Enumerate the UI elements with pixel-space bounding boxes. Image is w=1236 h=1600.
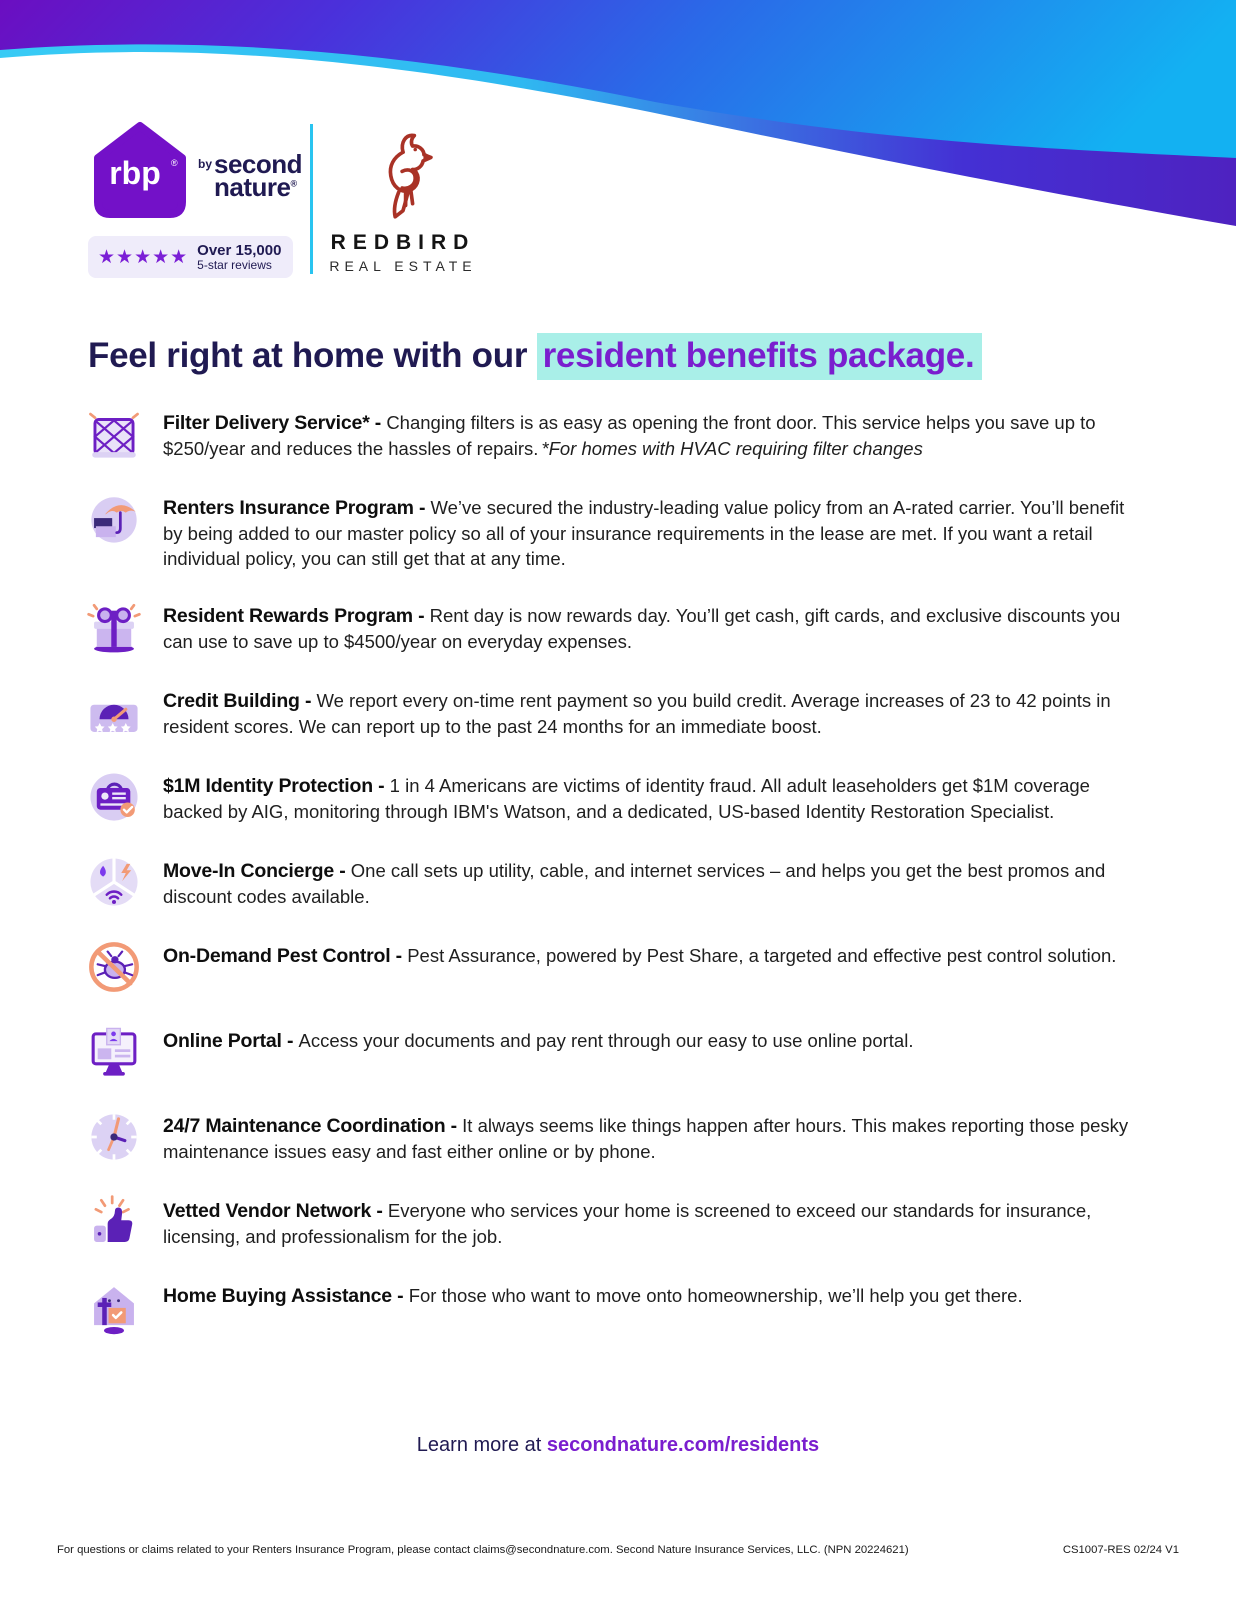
benefit-row-vendor-network	[85, 1198, 1157, 1251]
air-filter-icon	[85, 405, 143, 463]
benefit-title: Filter Delivery Service* -	[163, 412, 387, 434]
benefit-row-credit-building	[85, 688, 1157, 741]
headline-highlight: resident benefits package.	[537, 333, 983, 380]
benefit-row-resident-rewards	[85, 603, 1157, 656]
benefit-desc: Pest Assurance, powered by Pest Share, a targeted and effective pest control solution.	[407, 945, 1117, 966]
benefit-note: *For homes with HVAC requiring filter changes	[541, 438, 923, 459]
cardinal-bird-icon	[357, 126, 449, 222]
benefit-desc: It always seems like things happen after hours. This makes reporting those pesky maintenance issues easy and fast either online or by phone.	[163, 1115, 1129, 1162]
rbp-logo-icon	[88, 118, 192, 226]
benefit-title: Resident Rewards Program -	[163, 605, 430, 627]
benefit-title: Online Portal -	[163, 1030, 299, 1052]
benefits-list	[85, 410, 1157, 1336]
gift-box-icon	[85, 598, 143, 656]
brand-line2: nature	[214, 172, 291, 202]
no-pest-icon	[85, 938, 143, 996]
benefit-row-maintenance	[85, 1113, 1157, 1166]
benefit-desc: Access your documents and pay rent through our easy to use online portal.	[298, 1030, 914, 1051]
benefit-row-online-portal	[85, 1028, 1157, 1081]
benefit-row-filter-delivery	[85, 410, 1157, 463]
insurance-disclaimer: For questions or claims related to your Renters Insurance Program, please contact claims@secondnature.com. Second Nature Insurance Services, LLC. (NPN 20224621)	[57, 1544, 909, 1556]
credit-gauge-icon	[85, 683, 143, 741]
rbp-logo-block	[88, 118, 310, 278]
benefit-title: Vetted Vendor Network -	[163, 1200, 388, 1222]
vertical-divider	[310, 124, 313, 274]
reviews-count: Over 15,000	[197, 242, 282, 259]
benefit-row-move-in-concierge	[85, 858, 1157, 911]
learn-more-prefix: Learn more at	[416, 1434, 547, 1456]
benefit-desc: Everyone who services your home is screened to exceed our standards for insurance, licensing, and professionalism for the job.	[163, 1200, 1092, 1247]
umbrella-insurance-icon	[85, 490, 143, 548]
id-card-check-icon	[85, 768, 143, 826]
benefit-row-pest-control	[85, 943, 1157, 996]
reviews-label: 5-star reviews	[197, 257, 272, 272]
page-title	[88, 336, 982, 376]
document-code: CS1007-RES 02/24 V1	[1062, 1544, 1179, 1556]
redbird-logo-block	[328, 126, 478, 274]
fine-print-row	[57, 1544, 1179, 1556]
partner-subtitle: REAL ESTATE	[329, 258, 477, 274]
benefit-title: Move-In Concierge -	[163, 860, 351, 882]
partner-name: REDBIRD	[330, 231, 476, 254]
house-check-icon	[85, 1278, 143, 1336]
benefit-row-home-buying	[85, 1283, 1157, 1336]
benefit-desc: 1 in 4 Americans are victims of identity fraud. All adult leaseholders get $1M coverage backed by AIG, monitoring through IBM's Watson, and a dedicated, US-based Identity Restoration Specialist.	[163, 775, 1090, 822]
learn-more-link[interactable]: secondnature.com/residents	[546, 1434, 820, 1456]
benefit-desc: For those who want to move onto homeownership, we’ll help you get there.	[408, 1285, 1023, 1306]
registered-mark: ®	[290, 178, 297, 189]
brand-line1: second	[214, 149, 303, 180]
svg-text:rbp: rbp	[109, 155, 161, 191]
monitor-portal-icon	[85, 1023, 143, 1081]
benefit-title: On-Demand Pest Control -	[163, 945, 408, 967]
svg-text:®: ®	[171, 158, 178, 168]
benefit-title: Credit Building -	[163, 690, 317, 712]
benefit-row-renters-insurance	[85, 495, 1157, 571]
benefit-title: 24/7 Maintenance Coordination -	[163, 1115, 463, 1137]
logo-row	[88, 118, 310, 278]
by-word: by	[198, 157, 213, 172]
benefit-desc: One call sets up utility, cable, and internet services – and helps you get the best promos and discount codes available.	[163, 860, 1106, 907]
five-stars-icon: ★★★★★	[98, 246, 189, 268]
clock-24-7-icon	[85, 1108, 143, 1166]
benefit-desc: We report every on-time rent payment so you build credit. Average increases of 23 to 42 points in resident scores. We can report up to the past 24 months for an immediate boost.	[163, 690, 1111, 737]
benefit-title: Renters Insurance Program -	[163, 497, 431, 519]
reviews-badge	[88, 236, 293, 278]
benefit-desc: We’ve secured the industry-leading value policy from an A-rated carrier. You’ll benefit by being added to our master policy so all of your insurance requirements in the lease are met. If you want a retail individual policy, you can still get that at any time.	[163, 497, 1125, 569]
thumbs-up-icon	[85, 1193, 143, 1251]
learn-more-line	[0, 1434, 1236, 1457]
benefit-desc: Changing filters is as easy as opening the front door. This service helps you save up to $250/year and reduces the hassles of repairs.	[163, 412, 1096, 459]
benefit-row-identity-protection	[85, 773, 1157, 826]
utilities-pie-icon	[85, 853, 143, 911]
headline-prefix: Feel right at home with our	[88, 336, 537, 375]
benefit-title: $1M Identity Protection -	[163, 775, 390, 797]
benefit-title: Home Buying Assistance -	[163, 1285, 409, 1307]
benefit-desc: Rent day is now rewards day. You’ll get cash, gift cards, and exclusive discounts you can use to save up to $4500/year on everyday expenses.	[163, 605, 1121, 652]
second-nature-wordmark	[198, 149, 303, 202]
